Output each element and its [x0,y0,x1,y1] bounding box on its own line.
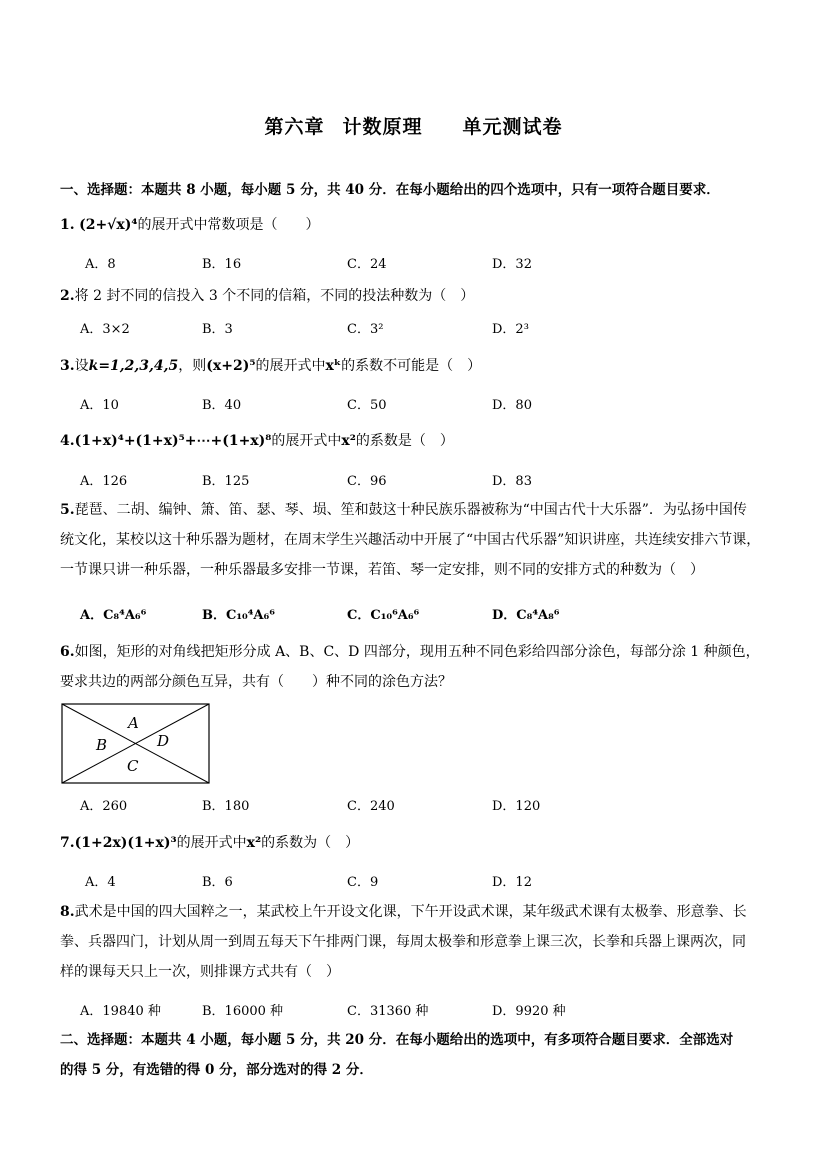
option-d[interactable]: D．2³ [492,322,529,337]
question-1 [60,214,319,234]
question-number: 8. [60,904,75,920]
option-b[interactable]: B．16000 种 [202,1004,284,1019]
math-expression: (2+√x)⁴ [79,217,138,233]
option-d[interactable]: D．C₈⁴A₈⁶ [492,608,560,623]
section-1-heading: 一、选择题：本题共 8 小题，每小题 5 分，共 40 分．在每小题给出的四个选项中，只有一项符合题目要求． [60,182,720,198]
question-text: 的展开式中 [176,835,247,851]
question-text: 的展开式中 [271,433,342,449]
question-2 [60,285,474,305]
option-c[interactable]: C．31360 种 [347,1004,429,1019]
option-d[interactable]: D．9920 种 [492,1004,566,1019]
option-a[interactable]: A．C₈⁴A₆⁶ [80,608,147,623]
option-a[interactable]: A．3×2 [80,322,130,337]
question-3 [60,355,481,375]
question-text: 武术是中国的四大国粹之一，某武校上午开设文化课，下午开设武术课，某年级武术课有太极拳、形意拳、长 [74,904,747,920]
option-d[interactable]: D．80 [492,398,532,413]
question-line: 统文化，某校以这十种乐器为题材，在周末学生兴趣活动中开展了“中国古代乐器”知识讲座，共连续安排六节课， [60,532,761,548]
rectangle-diagram [61,703,211,785]
option-a[interactable]: A．260 [80,799,128,814]
question-number: 2. [60,288,75,304]
chapter-label: 第六章 [264,116,325,138]
region-label-c: C [127,757,139,775]
option-d[interactable]: D．120 [492,799,541,814]
section-2-heading [60,1025,770,1085]
question-number: 4. [60,433,75,449]
question-8 [60,897,770,987]
question-line [60,495,770,525]
region-label-a: A [128,714,139,732]
test-name: 单元测试卷 [462,116,563,138]
option-b[interactable]: B．C₁₀⁴A₆⁶ [202,608,275,623]
question-number: 5. [60,502,75,518]
option-b[interactable]: B．6 [202,875,233,890]
option-c[interactable]: C．50 [347,398,387,413]
option-c[interactable]: C．240 [347,799,395,814]
math-expression: x² [341,433,356,449]
option-c[interactable]: C．9 [347,875,379,890]
question-text: 琵琶、二胡、编钟、箫、笛、瑟、琴、埙、笙和鼓这十种民族乐器被称为“中国古代十大乐器”．为弘扬中国传 [74,502,747,518]
option-c[interactable]: C．C₁₀⁶A₆⁶ [347,608,420,623]
option-b[interactable]: B．180 [202,799,250,814]
option-a[interactable]: A．126 [80,474,128,489]
question-text: 的系数不可能是（ ） [341,358,482,374]
chapter-topic: 计数原理 [342,116,423,138]
option-d[interactable]: D．12 [492,875,532,890]
question-line: 拳、兵器四门，计划从周一到周五每天下午排两门课，每周太极拳和形意拳上课三次，长拳和兵器上课两次，同 [60,934,746,950]
option-b[interactable]: B．125 [202,474,250,489]
section-line: 二、选择题：本题共 4 小题，每小题 5 分，共 20 分．在每小题给出的选项中，有多项符合题目要求．全部选对 [60,1032,734,1048]
option-a[interactable]: A．19840 种 [80,1004,161,1019]
math-expression: x² [246,835,262,851]
question-text: 将 2 封不同的信投入 3 个不同的信箱，不同的投法种数为（ ） [74,288,475,304]
question-line: 一节课只讲一种乐器，一种乐器最多安排一节课，若笛、琴一定安排，则不同的安排方式的种数为（ ） [60,562,704,578]
question-line [60,897,770,927]
math-expression: (1+2x)(1+x)³ [74,835,177,851]
question-text: 的展开式中常数项是（ ） [137,217,320,233]
question-5 [60,495,770,585]
question-number: 3. [60,358,75,374]
option-b[interactable]: B．16 [202,257,242,272]
option-c[interactable]: C．96 [347,474,387,489]
question-4 [60,430,454,450]
option-a[interactable]: A．8 [85,257,116,272]
question-6 [60,637,770,697]
question-line: 要求共边的两部分颜色互异，共有（ ）种不同的涂色方法？ [60,674,452,690]
question-text: 的展开式中 [255,358,326,374]
page-title [0,112,827,139]
question-7 [60,832,359,852]
math-expression: xᵏ [325,358,342,374]
question-number: 1. [60,217,75,233]
question-text: ，则 [178,358,207,374]
region-label-b: B [96,736,108,754]
math-expression: k=1,2,3,4,5 [88,358,179,374]
option-d[interactable]: D．32 [492,257,532,272]
question-text: 的系数是（ ） [355,433,454,449]
option-c[interactable]: C．24 [347,257,387,272]
option-a[interactable]: A．4 [85,875,116,890]
math-expression: (1+x)⁴+(1+x)⁵+⋯+(1+x)⁸ [74,433,272,449]
question-number: 6. [60,644,75,660]
question-line: 样的课每天只上一次，则排课方式共有（ ） [60,964,340,980]
question-number: 7. [60,835,75,851]
region-label-d: D [157,732,170,750]
option-d[interactable]: D．83 [492,474,532,489]
option-b[interactable]: B．40 [202,398,242,413]
option-a[interactable]: A．10 [80,398,119,413]
question-line [60,637,770,667]
section-line: 的得 5 分，有选错的得 0 分，部分选对的得 2 分． [60,1062,373,1078]
math-expression: (x+2)⁵ [206,358,256,374]
question-text: 的系数为（ ） [261,835,360,851]
option-c[interactable]: C．3² [347,322,384,337]
question-text: 设 [74,358,89,374]
option-b[interactable]: B．3 [202,322,233,337]
question-text: 如图，矩形的对角线把矩形分成 A、B、C、D 四部分，现用五种不同色彩给四部分涂色，每部分涂 1 种颜色， [74,644,760,660]
